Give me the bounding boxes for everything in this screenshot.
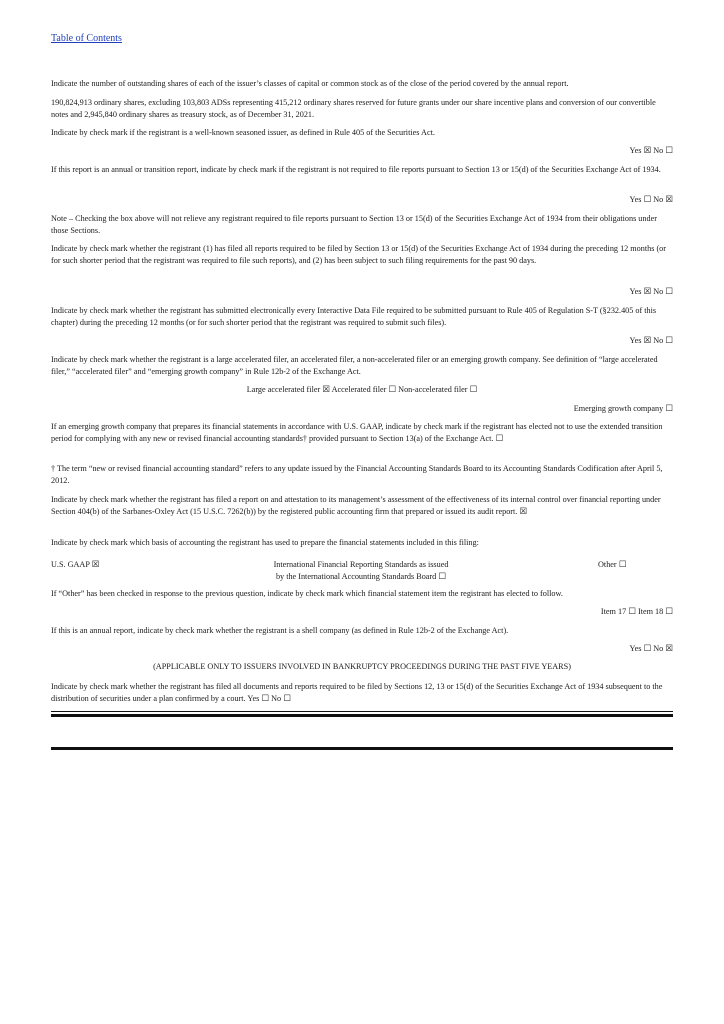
page-footer-rule bbox=[51, 747, 673, 750]
interactive-yes-checkbox[interactable]: ☒ bbox=[643, 336, 652, 346]
question-filed-all-reports: Indicate by check mark whether the registrant (1) has filed all reports required to be filed by Section 13 or 15(d) of the Securities Exchange Act of 1934 during the preceding 12 months (or for such shorter period that the registrant was required to file such reports), and (2) has been subject to such filing requirements for the past 90 days. bbox=[51, 244, 667, 265]
question-bankruptcy: Indicate by check mark whether the registrant has filed all documents and reports required to be filed by Sections 12, 13 or 15(d) of the Securities Exchange Act of 1934 subsequent to the distribution of securities under a plan confirmed by a court. Yes ☐ No ☐ bbox=[51, 682, 663, 704]
interactive-answer: Yes ☒ No ☐ bbox=[629, 336, 673, 346]
question-interactive-data: Indicate by check mark whether the registrant has submitted electronically every Interactive Data File required to be submitted pursuant to Rule 405 of Regulation S-T (§232.405 of this chapter) during the preceding 12 months (or for such shorter period that the registrant was required to submit such files). bbox=[51, 306, 657, 327]
question-filer-type: Indicate by check mark whether the registrant is a large accelerated filer, an accelerated filer, a non-accelerated filer or an emerging growth company. See definition of “large accelerated filer,” “accelerated filer” and “emerging growth company” in Rule 12b-2 of the Exchange Act. bbox=[51, 355, 658, 376]
gaap-option: U.S. GAAP ☒ bbox=[51, 560, 100, 570]
not-required-answer: Yes ☐ No ☒ bbox=[629, 195, 673, 205]
ifrs-option: International Financial Reporting Standards as issued by the International Accounting Standards Board ☐ bbox=[273, 560, 449, 582]
filed-all-yes-checkbox[interactable]: ☒ bbox=[643, 287, 652, 297]
bankruptcy-yes-checkbox[interactable]: ☐ bbox=[261, 693, 270, 704]
accounting-basis-options bbox=[51, 559, 673, 583]
page-divider-thin bbox=[51, 711, 673, 712]
not-required-yes-checkbox[interactable]: ☐ bbox=[643, 195, 652, 205]
question-icfr: Indicate by check mark whether the registrant has filed a report on and attestation to its management’s assessment of the effectiveness of its internal control over financial reporting under Section 404(b) of the Sarbanes-Oxley Act (15 U.S.C. 7262(b)) by the registered public accounting firm that prepared or issued its audit report. ☒ bbox=[51, 495, 661, 517]
egc-transition-checkbox[interactable]: ☐ bbox=[495, 433, 504, 444]
gaap-checkbox[interactable]: ☒ bbox=[91, 560, 100, 570]
bankruptcy-heading: (APPLICABLE ONLY TO ISSUERS INVOLVED IN BANKRUPTCY PROCEEDINGS DURING THE PAST FIVE YEARS) bbox=[153, 662, 571, 671]
shell-yes-checkbox[interactable]: ☐ bbox=[643, 644, 652, 654]
other-option: Other ☐ bbox=[598, 560, 627, 570]
question-not-required: If this report is an annual or transition report, indicate by check mark if the registrant is not required to file reports pursuant to Section 13 or 15(d) of the Securities Exchange Act of 1934. bbox=[51, 165, 661, 174]
item18-checkbox[interactable]: ☐ bbox=[665, 607, 673, 617]
question-shell-company: If this is an annual report, indicate by check mark whether the registrant is a shell company (as defined in Rule 12b-2 of the Exchange Act). bbox=[51, 626, 509, 635]
large-accelerated-checkbox[interactable]: ☒ bbox=[322, 385, 330, 395]
accelerated-checkbox[interactable]: ☐ bbox=[388, 385, 397, 395]
non-accelerated-checkbox[interactable]: ☐ bbox=[469, 385, 478, 395]
question-outstanding-shares: Indicate the number of outstanding shares of each of the issuer’s classes of capital or common stock as of the close of the period covered by the annual report. bbox=[51, 79, 569, 88]
note-paragraph: Note – Checking the box above will not relieve any registrant required to file reports pursuant to Section 13 or 15(d) of the Securities Exchange Act of 1934 from their obligations under those Sections. bbox=[51, 214, 657, 235]
page-divider-thick bbox=[51, 714, 673, 717]
question-wkssi: Indicate by check mark if the registrant is a well-known seasoned issuer, as defined in Rule 405 of the Securities Act. bbox=[51, 128, 435, 137]
answer-outstanding-shares: 190,824,913 ordinary shares, excluding 103,803 ADSs representing 415,212 ordinary shares reserved for future grants under our share incentive plans and conversion of our convertible notes and 2,945,840 ordinary shares as treasury stock, as of December 31, 2021. bbox=[51, 98, 656, 119]
icfr-checkbox[interactable]: ☒ bbox=[519, 506, 528, 517]
question-other-item: If “Other” has been checked in response to the previous question, indicate by check mark which financial statement item the registrant has elected to follow. bbox=[51, 589, 563, 598]
question-accounting-basis: Indicate by check mark which basis of accounting the registrant has used to prepare the financial statements included in this filing: bbox=[51, 538, 479, 547]
bankruptcy-no-checkbox[interactable]: ☐ bbox=[283, 693, 291, 704]
wkssi-no-checkbox[interactable]: ☐ bbox=[665, 146, 673, 156]
dagger-footnote: † The term “new or revised financial accounting standard” refers to any update issued by the Financial Accounting Standards Board to its Accounting Standards Codification after April 5, 2012. bbox=[51, 464, 663, 485]
wkssi-yes-checkbox[interactable]: ☒ bbox=[643, 146, 652, 156]
filed-all-answer: Yes ☒ No ☐ bbox=[629, 287, 673, 297]
filed-all-no-checkbox[interactable]: ☐ bbox=[665, 287, 673, 297]
shell-answer: Yes ☐ No ☒ bbox=[629, 644, 673, 654]
filer-type-options: Large accelerated filer ☒ Accelerated filer ☐ Non-accelerated filer ☐ bbox=[246, 385, 478, 395]
item17-checkbox[interactable]: ☐ bbox=[628, 607, 636, 617]
emerging-growth-checkbox[interactable]: ☐ bbox=[665, 404, 673, 414]
other-checkbox[interactable]: ☐ bbox=[618, 560, 627, 570]
not-required-no-checkbox[interactable]: ☒ bbox=[665, 195, 673, 205]
wkssi-answer: Yes ☒ No ☐ bbox=[629, 146, 673, 156]
table-of-contents-link[interactable]: Table of Contents bbox=[51, 33, 122, 44]
item-answer: Item 17 ☐ Item 18 ☐ bbox=[600, 607, 673, 617]
emerging-growth-option: Emerging growth company ☐ bbox=[573, 404, 673, 414]
ifrs-checkbox[interactable]: ☐ bbox=[438, 571, 447, 582]
shell-no-checkbox[interactable]: ☒ bbox=[665, 644, 673, 654]
interactive-no-checkbox[interactable]: ☐ bbox=[665, 336, 673, 346]
question-egc-transition: If an emerging growth company that prepares its financial statements in accordance with U.S. GAAP, indicate by check mark if the registrant has elected not to use the extended transition period for complying with any new or revised financial accounting standards† provided pursuant to Section 13(a) of the Exchange Act. ☐ bbox=[51, 422, 663, 444]
